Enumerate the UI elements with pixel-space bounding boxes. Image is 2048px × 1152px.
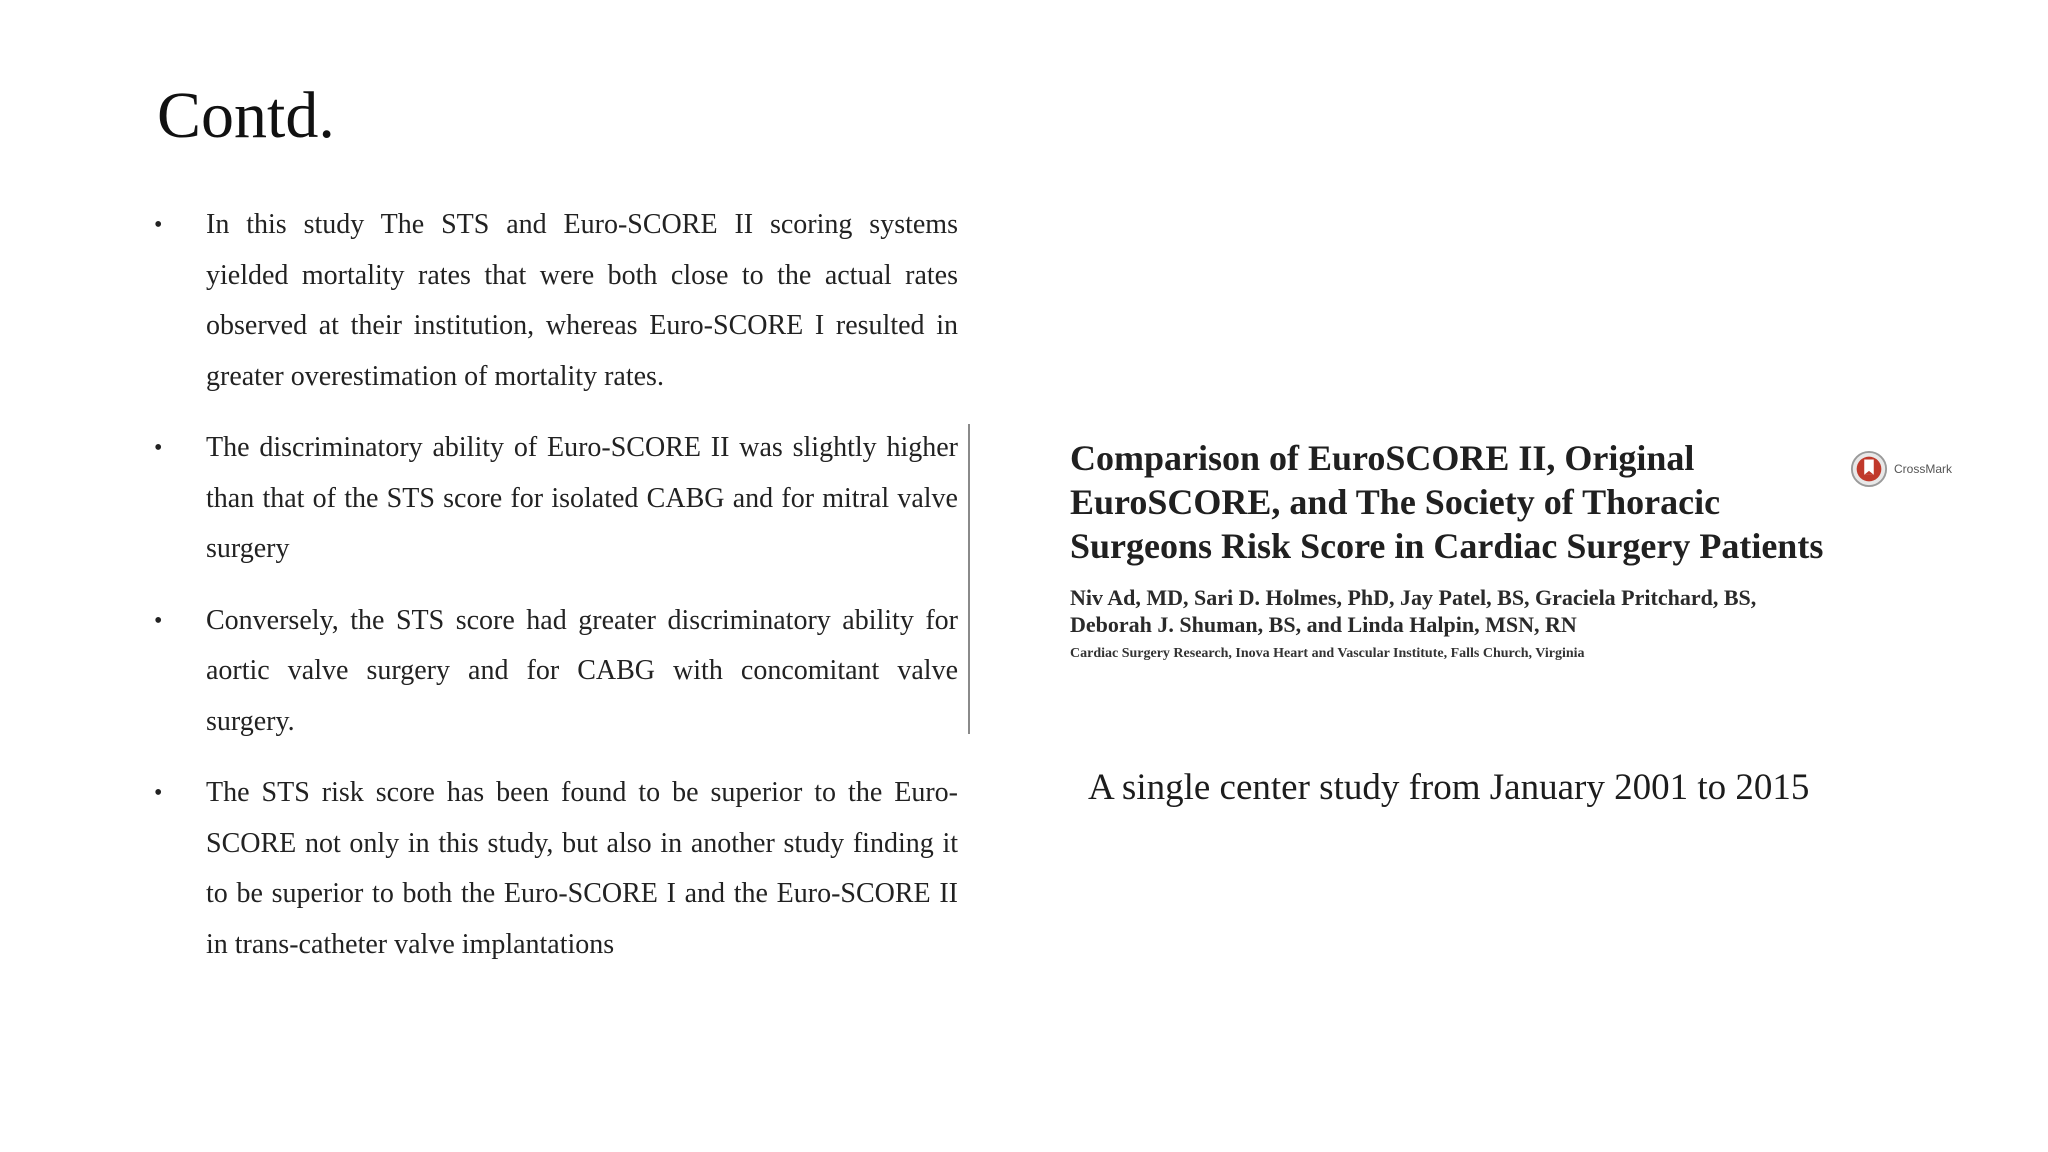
study-caption: A single center study from January 2001 to 2015 <box>1088 767 1810 808</box>
crossmark-icon <box>1850 450 1888 488</box>
vertical-divider <box>968 424 970 734</box>
bullet-text: The STS risk score has been found to be superior to the Euro-SCORE not only in this study, but also in another study finding it to be superior to both the Euro-SCORE I and the Euro-SCORE II in trans-catheter valve implantations <box>206 777 958 960</box>
bullet-text: In this study The STS and Euro-SCORE II scoring systems yielded mortality rates that were both close to the actual rates observed at their institution, whereas Euro-SCORE I resulted in greater overestimation of mortality rates. <box>206 209 958 392</box>
bullet-text: Conversely, the STS score had greater discriminatory ability for aortic valve surgery and for CABG with concomitant valve surgery. <box>206 604 958 737</box>
article-affiliation: Cardiac Surgery Research, Inova Heart and Vascular Institute, Falls Church, Virginia <box>1070 646 1585 661</box>
crossmark-label: CrossMark <box>1894 462 1953 476</box>
article-authors: Niv Ad, MD, Sari D. Holmes, PhD, Jay Patel, BS, Graciela Pritchard, BS, Deborah J. Shuman, BS, and Linda Halpin, MSN, RN <box>1070 585 1757 637</box>
bullet-icon: • <box>154 435 163 461</box>
article-title: Comparison of EuroSCORE II, Original EuroSCORE, and The Society of Thoracic Surgeons Risk Score in Cardiac Surgery Patients <box>1070 438 1824 566</box>
bullet-text: The discriminatory ability of Euro-SCORE II was slightly higher than that of the STS score for isolated CABG and for mitral valve surgery <box>206 432 958 564</box>
list-item <box>150 423 958 575</box>
slide-title: Contd. <box>157 79 335 152</box>
list-item <box>150 768 958 970</box>
list-item <box>150 596 958 748</box>
bullet-list <box>150 200 958 991</box>
list-item <box>150 200 958 402</box>
bullet-icon: • <box>154 780 163 806</box>
crossmark-badge <box>1850 450 1952 488</box>
bullet-icon: • <box>154 607 163 634</box>
article-header-image <box>1070 436 1970 726</box>
bullet-icon: • <box>154 212 163 238</box>
